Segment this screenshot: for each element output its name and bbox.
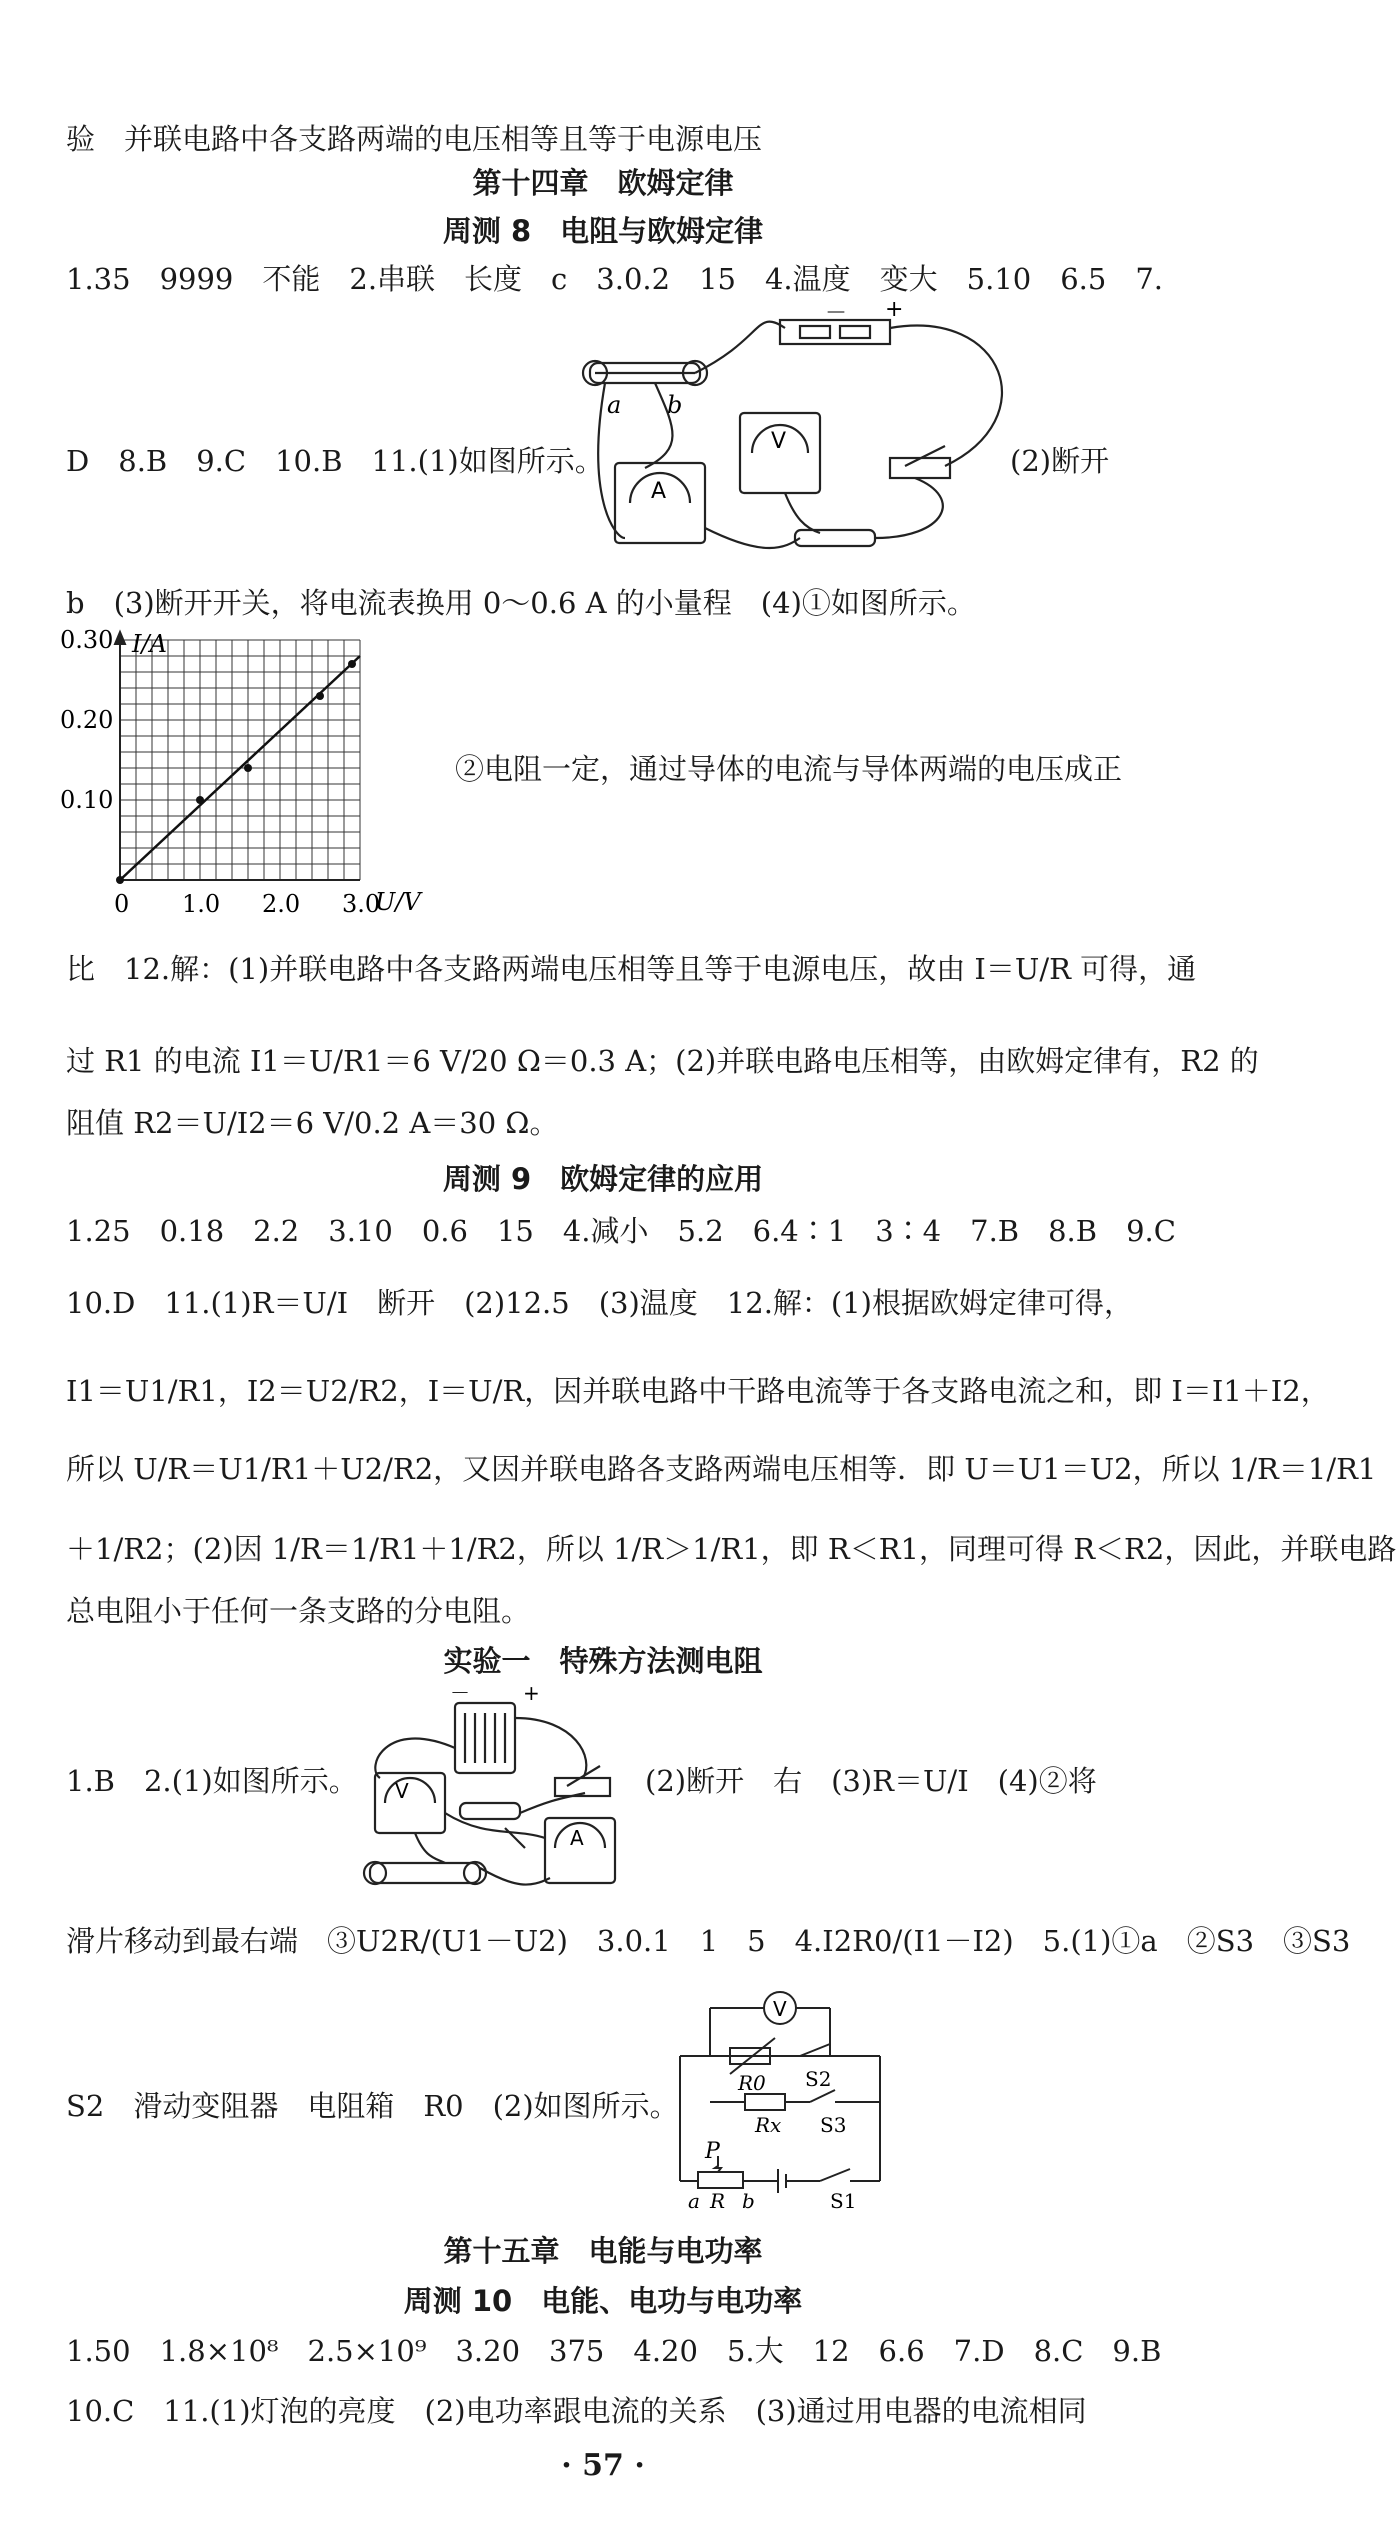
data-point: [348, 660, 356, 668]
text-line: 总电阻小于任何一条支路的分电阻。: [66, 1594, 531, 1628]
terminal-a-label: a: [688, 2189, 700, 2213]
chapter-heading: 第十四章 欧姆定律: [472, 166, 734, 200]
x-tick-label: 1.0: [182, 890, 221, 918]
data-point: [116, 876, 124, 884]
text-line: 1.B 2.(1)如图所示。: [66, 1764, 358, 1798]
voltmeter-label: V: [773, 1997, 787, 2021]
minus-label: －: [825, 301, 848, 326]
data-point: [196, 796, 204, 804]
text-line: (2)断开 右 (3)R＝U/I (4)②将: [645, 1764, 1097, 1798]
text-line: 10.D 11.(1)R＝U/I 断开 (2)12.5 (3)温度 12.解：(1)根据欧姆定律可得，: [66, 1286, 1133, 1320]
text-line: ＋1/R2；(2)因 1/R＝1/R1＋1/R2，所以 1/R＞1/R1，即 R＜R1，同理可得 R＜R2，因此，并联电路: [66, 1532, 1396, 1566]
text-line: b (3)断开开关，将电流表换用 0～0.6 A 的小量程 (4)①如图所示。: [66, 586, 976, 620]
text-line: 阻值 R2＝U/I2＝6 V/0.2 A＝30 Ω。: [66, 1106, 559, 1140]
text-line: 比 12.解：(1)并联电路中各支路两端电压相等且等于电源电压，故由 I＝U/R 可得，通: [66, 952, 1197, 986]
text-line: 10.C 11.(1)灯泡的亮度 (2)电功率跟电流的关系 (3)通过用电器的电流相同: [66, 2394, 1087, 2428]
y-tick-label: 0.30: [60, 626, 114, 654]
section-heading: 周测 8 电阻与欧姆定律: [442, 214, 764, 248]
terminal-a-label: a: [607, 391, 622, 419]
text-line: S2 滑动变阻器 电阻箱 R0 (2)如图所示。: [66, 2089, 679, 2123]
section-heading: 周测 10 电能、电功与电功率: [403, 2284, 803, 2318]
x-tick-label: 0: [114, 890, 130, 918]
text-line: 1.25 0.18 2.2 3.10 0.6 15 4.减小 5.2 6.4∶1 3∶4 7.B 8.B 9.C: [66, 1214, 1176, 1248]
text-line: 所以 U/R＝U1/R1＋U2/R2，又因并联电路各支路两端电压相等．即 U＝U1＝U2，所以 1/R＝1/R1: [66, 1452, 1377, 1486]
r0-label: R0: [738, 2071, 766, 2095]
x-axis-label: U/V: [375, 888, 421, 916]
text-line: 滑片移动到最右端 ③U2R/(U1－U2) 3.0.1 1 5 4.I2R0/(I1－I2) 5.(1)①a ②S3 ③S3: [66, 1924, 1351, 1958]
x-tick-label: 2.0: [262, 890, 301, 918]
circuit-diagram-3: [670, 1986, 900, 2216]
chapter-heading: 第十五章 电能与电功率: [443, 2234, 763, 2268]
text-line: 1.35 9999 不能 2.串联 长度 c 3.0.2 15 4.温度 变大 5.10 6.5 7.: [66, 262, 1164, 296]
rx-label: Rx: [755, 2113, 782, 2137]
i-u-graph: [60, 626, 460, 930]
circuit-diagram-1: [585, 298, 1105, 573]
text-line: 1.50 1.8×10⁸ 2.5×10⁹ 3.20 375 4.20 5.大 12 6.6 7.D 8.C 9.B: [66, 2334, 1162, 2368]
y-tick-label: 0.20: [60, 706, 114, 734]
terminal-b-label: b: [742, 2189, 755, 2213]
plus-label: +: [885, 297, 904, 322]
text-line: ②电阻一定，通过导体的电流与导体两端的电压成正: [455, 752, 1123, 786]
terminal-b-label: b: [667, 391, 683, 419]
text-line: 验 并联电路中各支路两端的电压相等且等于电源电压: [66, 122, 763, 156]
section-heading: 周测 9 欧姆定律的应用: [442, 1162, 764, 1196]
minus-label: －: [450, 1681, 470, 1705]
s2-label: S2: [805, 2067, 832, 2091]
text-line: D 8.B 9.C 10.B 11.(1)如图所示。: [66, 444, 604, 478]
data-point: [316, 692, 324, 700]
page-number: · 57 ·: [561, 2448, 645, 2483]
s1-label: S1: [830, 2189, 857, 2213]
circuit-diagram-2: [355, 1681, 645, 1918]
text-line: I1＝U1/R1，I2＝U2/R2，I＝U/R，因并联电路中干路电流等于各支路电流之和，即 I＝I1＋I2，: [66, 1374, 1330, 1408]
x-tick-label: 3.0: [342, 890, 381, 918]
section-heading: 实验一 特殊方法测电阻: [443, 1644, 763, 1678]
r-label: R: [710, 2189, 726, 2213]
text-line: (2)断开: [1010, 444, 1110, 478]
ammeter-label: A: [651, 479, 667, 504]
ammeter-label: A: [570, 1826, 584, 1850]
p-label: P: [705, 2139, 720, 2164]
y-axis-label: I/A: [132, 630, 167, 658]
plus-label: +: [523, 1681, 540, 1705]
s3-label: S3: [820, 2113, 847, 2137]
voltmeter-label: V: [395, 1779, 409, 1803]
voltmeter-label: V: [771, 429, 787, 454]
y-tick-label: 0.10: [60, 786, 114, 814]
text-line: 过 R1 的电流 I1＝U/R1＝6 V/20 Ω＝0.3 A；(2)并联电路电压相等，由欧姆定律有，R2 的: [66, 1044, 1259, 1078]
y-axis-arrow: [115, 632, 125, 644]
data-point: [244, 764, 252, 772]
